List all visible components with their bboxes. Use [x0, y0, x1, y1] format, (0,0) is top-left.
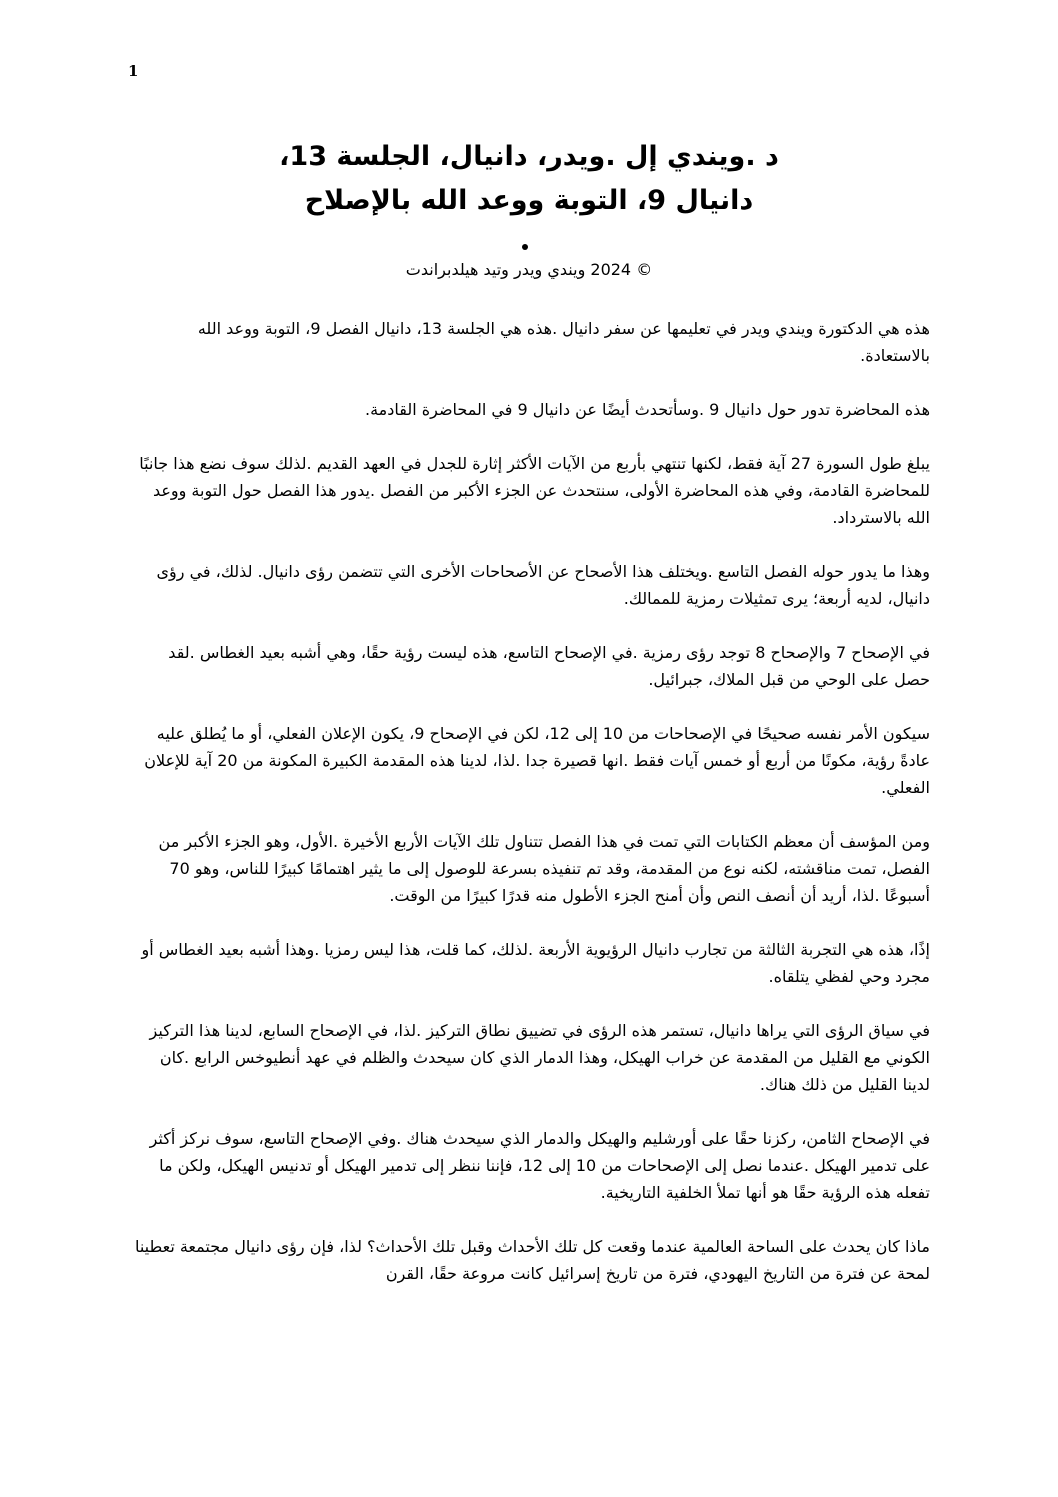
document-title [130, 135, 928, 223]
paragraph: ومن المؤسف أن معظم الكتابات التي تمت في هذا الفصل تتناول تلك الآيات الأربع الأخيرة .الأول، وهو الجزء الأكبر من الفصل، تمت مناقشته، لكنه نوع من المقدمة، وقد تم تنفيذه بسرعة للوصول إلى ما يثير اهتمامًا كبيرًا للناس، وهو 70 أسبوعًا .لذا، أريد أن أنصف النص وأن أمنح الجزء الأطول منه قدرًا كبيرًا من الوقت. [158, 832, 930, 905]
paragraph: في سياق الرؤى التي يراها دانيال، تستمر هذه الرؤى في تضييق نطاق التركيز .لذا، في الإصحاح السابع، لدينا هذا التركيز الكوني مع القليل من المقدمة عن خراب الهيكل، وهذا الدمار الذي كان سيحدث والظلم في عهد أنطيوخس الرابع .كان لدينا القليل من ذلك هناك. [149, 1021, 930, 1094]
paragraph: في الإصحاح 7 والإصحاح 8 توجد رؤى رمزية .في الإصحاح التاسع، هذه ليست رؤية حقًا، وهي أشبه بعيد الغطاس .لقد حصل على الوحي من قبل الملاك، جبرائيل. [168, 643, 930, 689]
copyright-line: © 2024 ويندي ويدر وتيد هيلدبراندت [405, 260, 653, 279]
page-number: 1 [128, 62, 139, 80]
paragraph: ماذا كان يحدث على الساحة العالمية عندما وقعت كل تلك الأحداث وقبل تلك الأحداث؟ لذا، فإن رؤى دانيال مجتمعة تعطينا لمحة عن فترة من التاريخ اليهودي، فترة من تاريخ إسرائيل كانت مروعة حقًا، القرن [134, 1237, 930, 1283]
bullet-dot [522, 244, 528, 250]
paragraph: إذًا، هذه هي التجربة الثالثة من تجارب دانيال الرؤيوية الأربعة .لذلك، كما قلت، هذا ليس رمزيا .وهذا أشبه بعيد الغطاس أو مجرد وحي لفظي يتلقاه. [141, 940, 930, 986]
paragraph: يبلغ طول السورة 27 آية فقط، لكنها تنتهي بأربع من الآيات الأكثر إثارة للجدل في العهد القديم .لذلك سوف نضع هذا جانبًا للمحاضرة القادمة، وفي هذه المحاضرة الأولى، سنتحدث عن الجزء الأكبر من الفصل .يدور هذا الفصل حول التوبة ووعد الله بالاسترداد. [139, 454, 930, 527]
paragraph: في الإصحاح الثامن، ركزنا حقًا على أورشليم والهيكل والدمار الذي سيحدث هناك .وفي الإصحاح التاسع، سوف نركز أكثر على تدمير الهيكل .عندما نصل إلى الإصحاحات من 10 إلى 12، فإننا ننظر إلى تدمير الهيكل أو تدنيس الهيكل، ولكن ما تفعله هذه الرؤية حقًا هو أنها تملأ الخلفية التاريخية. [149, 1129, 930, 1202]
title-line-2: دانيال 9، التوبة ووعد الله بالإصلاح [304, 185, 754, 216]
body-text [130, 315, 930, 1314]
paragraph: هذه هي الدكتورة ويندي ويدر في تعليمها عن سفر دانيال .هذه هي الجلسة 13، دانيال الفصل 9، التوبة ووعد الله بالاستعادة. [197, 319, 930, 365]
paragraph: وهذا ما يدور حوله الفصل التاسع .ويختلف هذا الأصحاح عن الأصحاحات الأخرى التي تتضمن رؤى دانيال. لذلك، في رؤى دانيال، لديه أربعة؛ يرى تمثيلات رمزية للممالك. [156, 562, 930, 608]
paragraph: هذه المحاضرة تدور حول دانيال 9 .وسأتحدث أيضًا عن دانيال 9 في المحاضرة القادمة. [365, 400, 930, 419]
paragraph: سيكون الأمر نفسه صحيحًا في الإصحاحات من 10 إلى 12، لكن في الإصحاح 9، يكون الإعلان الفعلي، أو ما يُطلق عليه عادةً رؤية، مكونًا من أربع أو خمس آيات فقط .انها قصيرة جدا .لذا، لدينا هذه المقدمة الكبيرة المكونة من 20 آية للإعلان الفعلي. [144, 724, 930, 797]
title-line-1: د .ويندي إل .ويدر، دانيال، الجلسة 13، [279, 141, 779, 172]
